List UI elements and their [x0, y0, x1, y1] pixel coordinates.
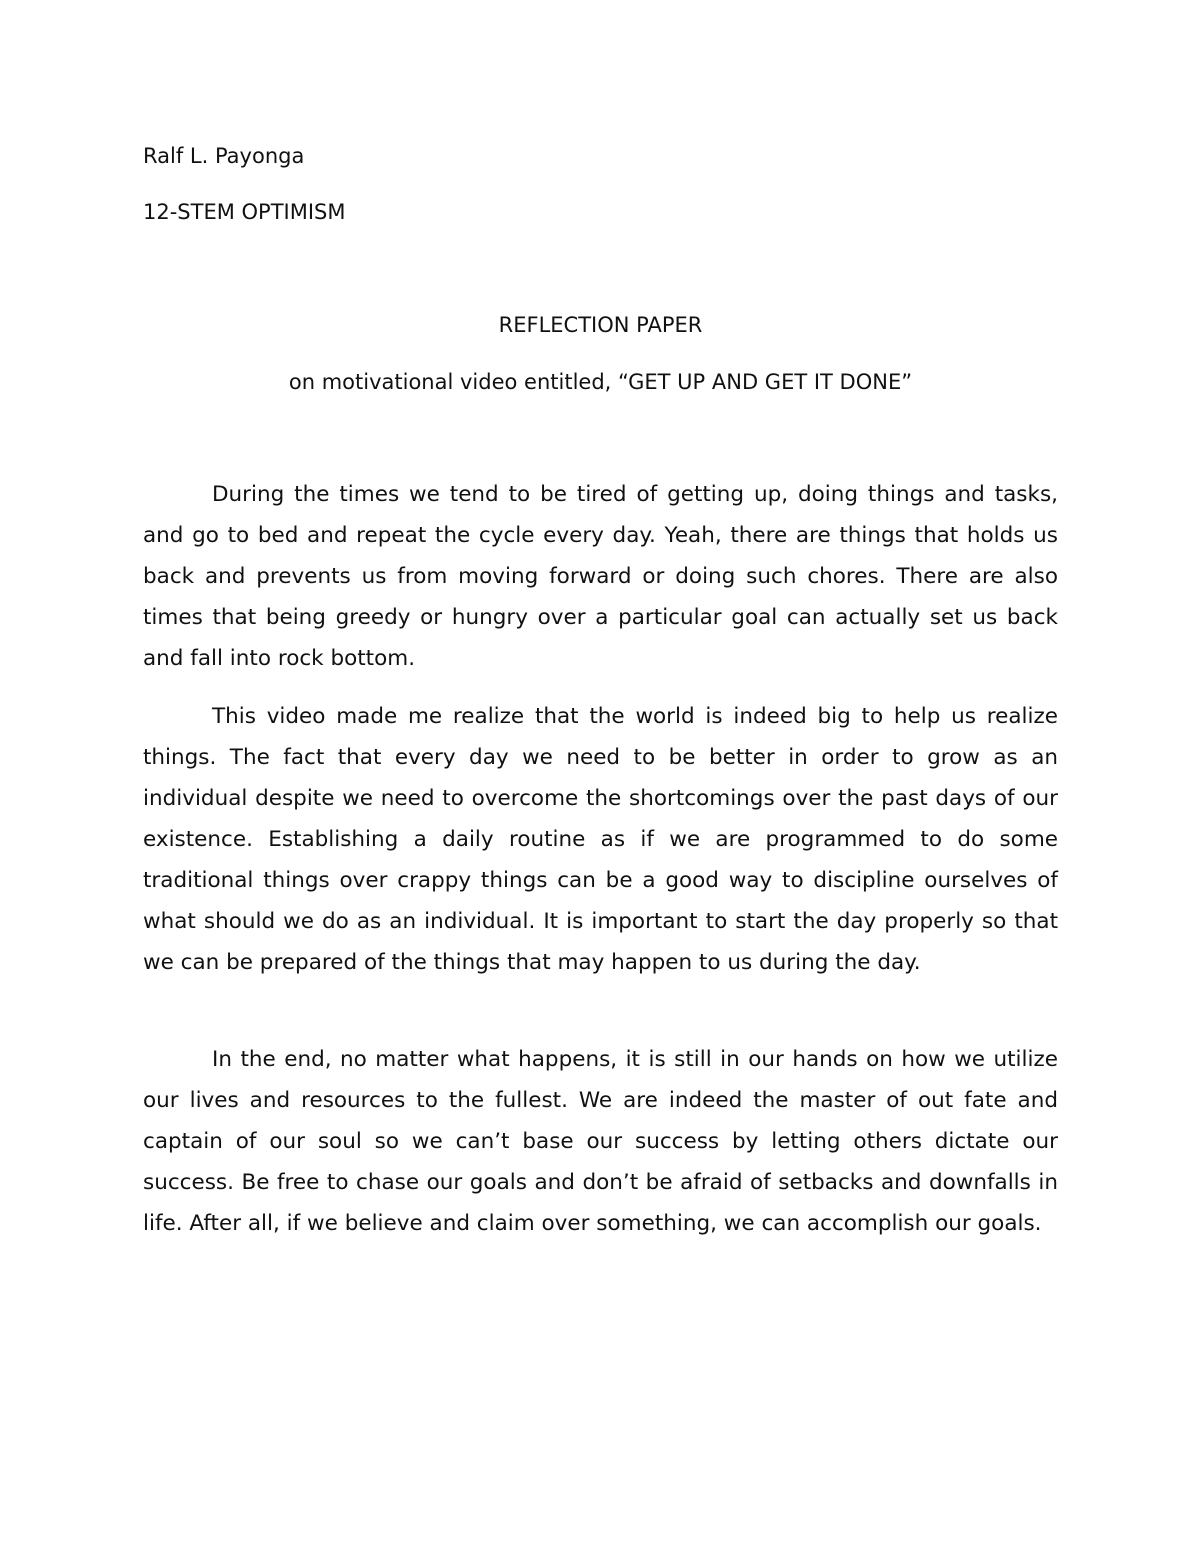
body-paragraph-2: This video made me realize that the world is indeed big to help us realize things. The fact that every day we need to be better in order to grow as an individual despite we need to overcome the shortcomings over the past days of our existence. Establishing a daily routine as if we are programmed to do some traditional things over crappy things can be a good way to discipline ourselves of what should we do as an individual. It is important to start the day properly so that we can be prepared of the things that may happen to us during the day. — [143, 704, 1058, 975]
paper-title: REFLECTION PAPER — [498, 313, 703, 337]
paper-subtitle: on motivational video entitled, “GET UP AND GET IT DONE” — [288, 370, 913, 394]
body-paragraph-1: During the times we tend to be tired of getting up, doing things and tasks, and go to bed and repeat the cycle every day. Yeah, there are things that holds us back and prevents us from moving forward or doing such chores. There are also times that being greedy or hungry over a particular goal can actually set us back and fall into rock bottom. — [143, 482, 1058, 671]
class-section: 12-STEM OPTIMISM — [143, 200, 346, 224]
body-paragraph-3: In the end, no matter what happens, it is still in our hands on how we utilize our lives and resources to the fullest. We are indeed the master of out fate and captain of our soul so we can’t base our success by letting others dictate our success. Be free to chase our goals and don’t be afraid of setbacks and downfalls in life. After all, if we believe and claim over something, we can accomplish our goals. — [143, 1047, 1058, 1236]
author-name: Ralf L. Payonga — [143, 144, 305, 168]
